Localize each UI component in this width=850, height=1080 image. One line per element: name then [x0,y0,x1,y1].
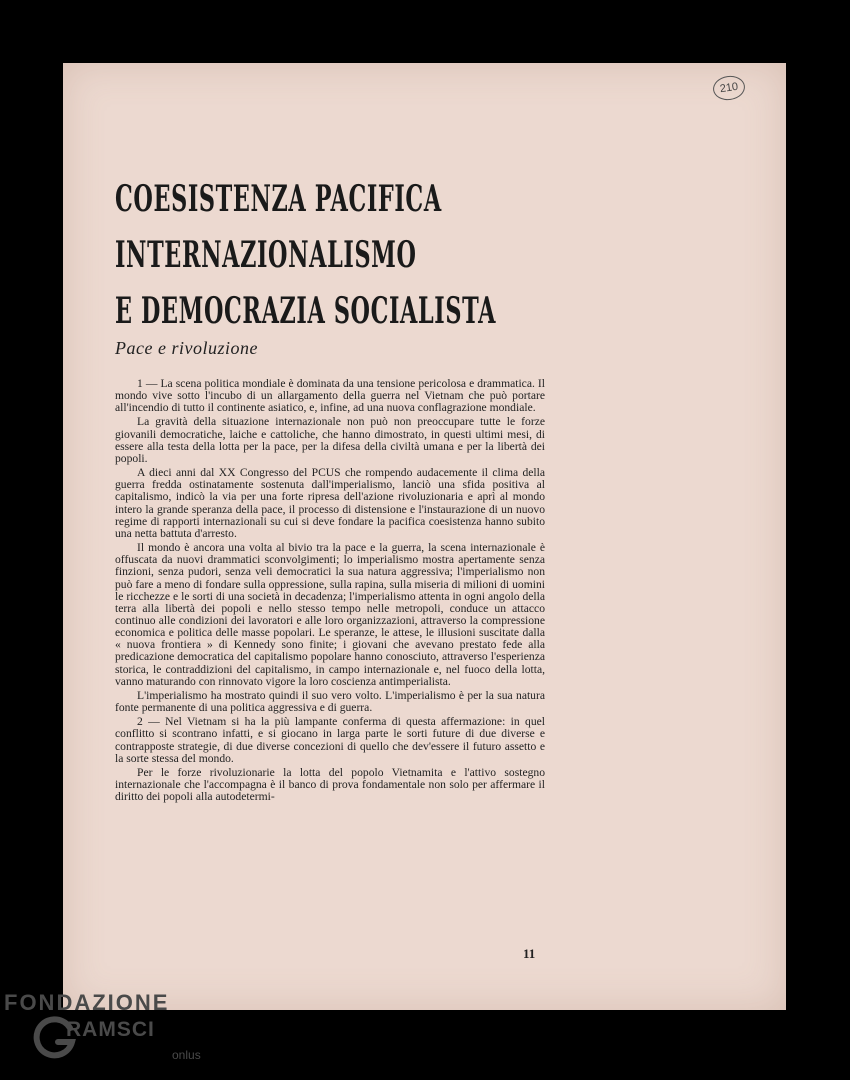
article-title [115,171,496,339]
paragraph: Il mondo è ancora una volta al bivio tra la pace e la guerra, la scena internazionale è offuscata da nuovi drammatici sconvolgimenti; lo imperialismo mostra apertamente senza finzioni, senza pudori, senza veli democratici la sua natura aggressiva; l'imperialismo non può fare a meno di fondare sulla oppressione, sulla rapina, sulla miseria di milioni di uomini le ricchezze e le sorti di una società in decadenza; l'imperialismo attenta in ogni angolo della terra alla libertà dei popoli e nello stesso tempo nelle metropoli, conduce un attacco continuo alle condizioni dei lavoratori e alle loro organizzazioni, attraverso la compressione economica e politica delle masse popolari. Le speranze, le attese, le illusioni suscitate dalla « nuova frontiera » di Kennedy sono finite; i giovani che avevano prestato fede alla predicazione democratica del capitalismo popolare hanno conosciuto, attraverso l'esperienza storica, le contraddizioni del capitalismo, in campo internazionale e, nel fuoco della lotta, vanno maturando con rinnovato vigore la loro coscienza antimperialista. [115,541,545,688]
logo-line-2: RAMSCI [66,1018,155,1041]
article-body [115,378,545,805]
fondazione-gramsci-logo [4,990,224,1075]
paragraph: L'imperialismo ha mostrato quindi il suo vero volto. L'imperialismo è per la sua natura fonte permanente di una politica aggressiva e di guerra. [115,688,545,715]
paragraph: 1 — La scena politica mondiale è dominata da una tensione pericolosa e drammatica. Il mondo vive sotto l'incubo di un allargamento della guerra nel Vietnam che può portare all'incendio di tutto il continente asiatico, e, infine, ad una nuova conflagrazione mondiale. [115,377,545,415]
page-number: 11 [523,946,536,961]
title-line-3: E DEMOCRAZIA SOCIALISTA [115,290,497,332]
paragraph: 2 — Nel Vietnam si ha la più lampante conferma di questa affermazione: in quel conflitto si scontrano infatti, e si giocano in larga parte le sorti future di due diverse e contrapposte strategie, di due diverse concezioni di quello che dev'essere il futuro assetto e la sorte stessa del mondo. [115,715,545,765]
paragraph: Per le forze rivoluzionarie la lotta del popolo Vietnamita e l'attivo sostegno internazionale che l'accompagna è il banco di prova fondamentale non solo per affermare il diritto dei popoli alla autodetermi- [115,765,545,804]
title-line-1: COESISTENZA PACIFICA [115,178,442,220]
logo-line-1: FONDAZIONE [4,990,170,1015]
archive-number-stamp: 210 [711,74,746,102]
title-line-2: INTERNAZIONALISMO [115,234,417,276]
paragraph: A dieci anni dal XX Congresso del PCUS che rompendo audacemente il clima della guerra fredda ostinatamente sostenuta dall'imperialismo, lanciò una sfida positiva al capitalismo, indicò la via per una forte ripresa dell'azione rivoluzionaria e aprì al mondo intero la grande speranza della pace, il processo di distensione e l'instaurazione di un nuovo regime di rapporti internazionali su cui si deve fondare la pacifica coesistenza hanno subito una netta battuta d'arresto. [115,466,545,540]
scanned-page [63,63,786,1010]
paragraph: La gravità della situazione internazionale non può non preoccupare tutte le forze giovanili democratiche, laiche e cattoliche, che hanno dimostrato, in questi ultimi mesi, di essere alla testa della lotta per la pace, per la difesa della civiltà umana e per la libertà dei popoli. [115,415,545,465]
logo-subtitle: onlus [172,1048,201,1062]
section-subtitle: Pace e rivoluzione [115,338,258,358]
